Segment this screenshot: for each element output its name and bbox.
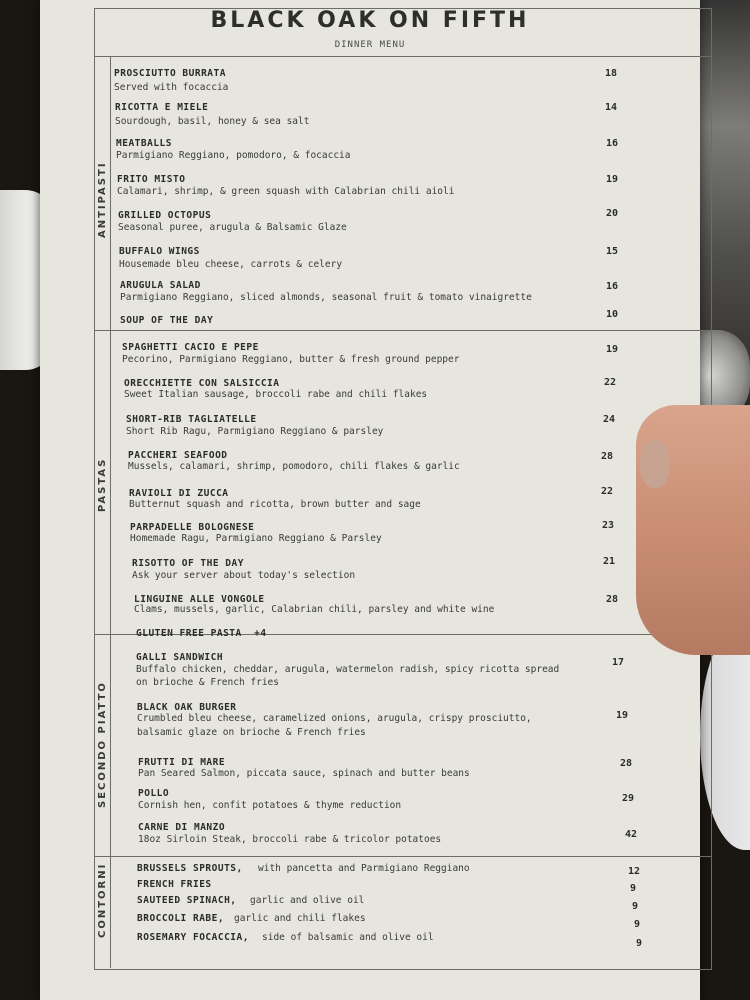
label-rule bbox=[110, 56, 111, 968]
item-desc: Homemade Ragu, Parmigiano Reggiano & Parsley bbox=[130, 533, 382, 544]
item-price: 15 bbox=[606, 246, 619, 257]
item-desc: garlic and chili flakes bbox=[234, 913, 366, 924]
item-name: ORECCHIETTE CON SALSICCIA bbox=[124, 378, 280, 389]
item-name: SPAGHETTI CACIO E PEPE bbox=[122, 342, 259, 353]
item-name: GLUTEN FREE PASTA +4 bbox=[136, 628, 267, 639]
item-desc: Pan Seared Salmon, piccata sauce, spinach and butter beans bbox=[138, 768, 470, 779]
item-desc: balsamic glaze on brioche & French fries bbox=[137, 727, 366, 738]
item-desc: with pancetta and Parmigiano Reggiano bbox=[258, 863, 470, 874]
item-price: 42 bbox=[625, 829, 638, 840]
item-price: 16 bbox=[606, 138, 619, 149]
item-desc: Parmigiano Reggiano, sliced almonds, seasonal fruit & tomato vinaigrette bbox=[120, 292, 532, 303]
item-price: 18 bbox=[605, 68, 618, 79]
item-name: CARNE DI MANZO bbox=[138, 822, 226, 833]
item-desc: Seasonal puree, arugula & Balsamic Glaze bbox=[118, 222, 347, 233]
item-name: FRENCH FRIES bbox=[137, 879, 212, 890]
item-desc: Mussels, calamari, shrimp, pomodoro, chili flakes & garlic bbox=[128, 461, 460, 472]
item-price: 29 bbox=[622, 793, 635, 804]
item-desc: Ask your server about today's selection bbox=[132, 570, 356, 581]
section-label-pastas: PASTAS bbox=[97, 457, 108, 512]
item-price: 9 bbox=[634, 919, 641, 930]
section-label-contorni: CONTORNI bbox=[97, 862, 108, 938]
item-desc: Housemade bleu cheese, carrots & celery bbox=[119, 259, 343, 270]
item-desc: side of balsamic and olive oil bbox=[262, 932, 434, 943]
item-name: GALLI SANDWICH bbox=[136, 652, 224, 663]
item-name: ROSEMARY FOCACCIA, bbox=[137, 932, 249, 943]
item-name: ARUGULA SALAD bbox=[120, 280, 201, 291]
item-desc: Served with focaccia bbox=[114, 82, 229, 93]
item-desc: Butternut squash and ricotta, brown butter and sage bbox=[129, 499, 421, 510]
item-price: 28 bbox=[601, 451, 614, 462]
item-price: 9 bbox=[630, 883, 637, 894]
item-name: POLLO bbox=[138, 788, 170, 799]
header-divider bbox=[94, 56, 712, 57]
item-price: 19 bbox=[616, 710, 629, 721]
item-desc: on brioche & French fries bbox=[136, 677, 279, 688]
item-name: BUFFALO WINGS bbox=[119, 246, 200, 257]
item-name: SAUTEED SPINACH, bbox=[137, 895, 237, 906]
item-desc: Sweet Italian sausage, broccoli rabe and chili flakes bbox=[124, 389, 428, 400]
item-name: RAVIOLI DI ZUCCA bbox=[129, 488, 229, 499]
item-desc: garlic and olive oil bbox=[250, 895, 365, 906]
item-name: PARPADELLE BOLOGNESE bbox=[130, 522, 255, 533]
item-desc: Calamari, shrimp, & green squash with Calabrian chili aioli bbox=[117, 186, 455, 197]
menu-subtitle: DINNER MENU bbox=[334, 40, 406, 50]
item-desc: 18oz Sirloin Steak, broccoli rabe & tricolor potatoes bbox=[138, 834, 442, 845]
section-label-antipasti: ANTIPASTI bbox=[97, 161, 108, 238]
item-desc: Sourdough, basil, honey & sea salt bbox=[115, 116, 310, 127]
item-name: BRUSSELS SPROUTS, bbox=[137, 863, 243, 874]
item-price: 16 bbox=[606, 281, 619, 292]
item-price: 14 bbox=[605, 102, 618, 113]
item-price: 9 bbox=[632, 901, 639, 912]
item-name: SOUP OF THE DAY bbox=[120, 315, 214, 326]
item-desc: Short Rib Ragu, Parmigiano Reggiano & parsley bbox=[126, 426, 384, 437]
item-price: 10 bbox=[606, 309, 619, 320]
item-price: 23 bbox=[602, 520, 615, 531]
item-price: 17 bbox=[612, 657, 625, 668]
item-desc: Buffalo chicken, cheddar, arugula, watermelon radish, spicy ricotta spread bbox=[136, 664, 560, 675]
item-price: 12 bbox=[628, 866, 641, 877]
item-name: FRUTTI DI MARE bbox=[138, 757, 226, 768]
item-name: LINGUINE ALLE VONGOLE bbox=[134, 594, 265, 605]
item-name: MEATBALLS bbox=[116, 138, 172, 149]
item-price: 24 bbox=[603, 414, 616, 425]
item-name: BLACK OAK BURGER bbox=[137, 702, 237, 713]
item-name: GRILLED OCTOPUS bbox=[118, 210, 212, 221]
item-price: 28 bbox=[606, 594, 619, 605]
item-name: RICOTTA E MIELE bbox=[115, 102, 209, 113]
item-name: PACCHERI SEAFOOD bbox=[128, 450, 228, 461]
item-price: 19 bbox=[606, 174, 619, 185]
item-desc: Clams, mussels, garlic, Calabrian chili, parsley and white wine bbox=[134, 604, 495, 615]
item-price: 19 bbox=[606, 344, 619, 355]
item-name: BROCCOLI RABE, bbox=[137, 913, 225, 924]
item-price: 9 bbox=[636, 938, 643, 949]
item-price: 22 bbox=[604, 377, 617, 388]
section-label-secondo: SECONDO PIATTO bbox=[97, 681, 108, 808]
item-name: FRITO MISTO bbox=[117, 174, 186, 185]
item-price: 21 bbox=[603, 556, 616, 567]
item-price: 28 bbox=[620, 758, 633, 769]
left-rule bbox=[94, 56, 95, 968]
menu-card bbox=[40, 0, 700, 1000]
item-name: SHORT-RIB TAGLIATELLE bbox=[126, 414, 257, 425]
item-desc: Pecorino, Parmigiano Reggiano, butter & fresh ground pepper bbox=[122, 354, 460, 365]
section-divider-3 bbox=[94, 856, 712, 857]
restaurant-title: BLACK OAK ON FIFTH bbox=[210, 8, 530, 33]
item-name: RISOTTO OF THE DAY bbox=[132, 558, 244, 569]
item-desc: Crumbled bleu cheese, caramelized onions, arugula, crispy prosciutto, bbox=[137, 713, 532, 724]
section-divider-1 bbox=[94, 330, 712, 331]
item-desc: Parmigiano Reggiano, pomodoro, & focaccia bbox=[116, 150, 351, 161]
item-price: 20 bbox=[606, 208, 619, 219]
item-name: PROSCIUTTO BURRATA bbox=[114, 68, 226, 79]
item-desc: Cornish hen, confit potatoes & thyme reduction bbox=[138, 800, 402, 811]
item-price: 22 bbox=[601, 486, 614, 497]
thumb-nail bbox=[640, 440, 670, 488]
